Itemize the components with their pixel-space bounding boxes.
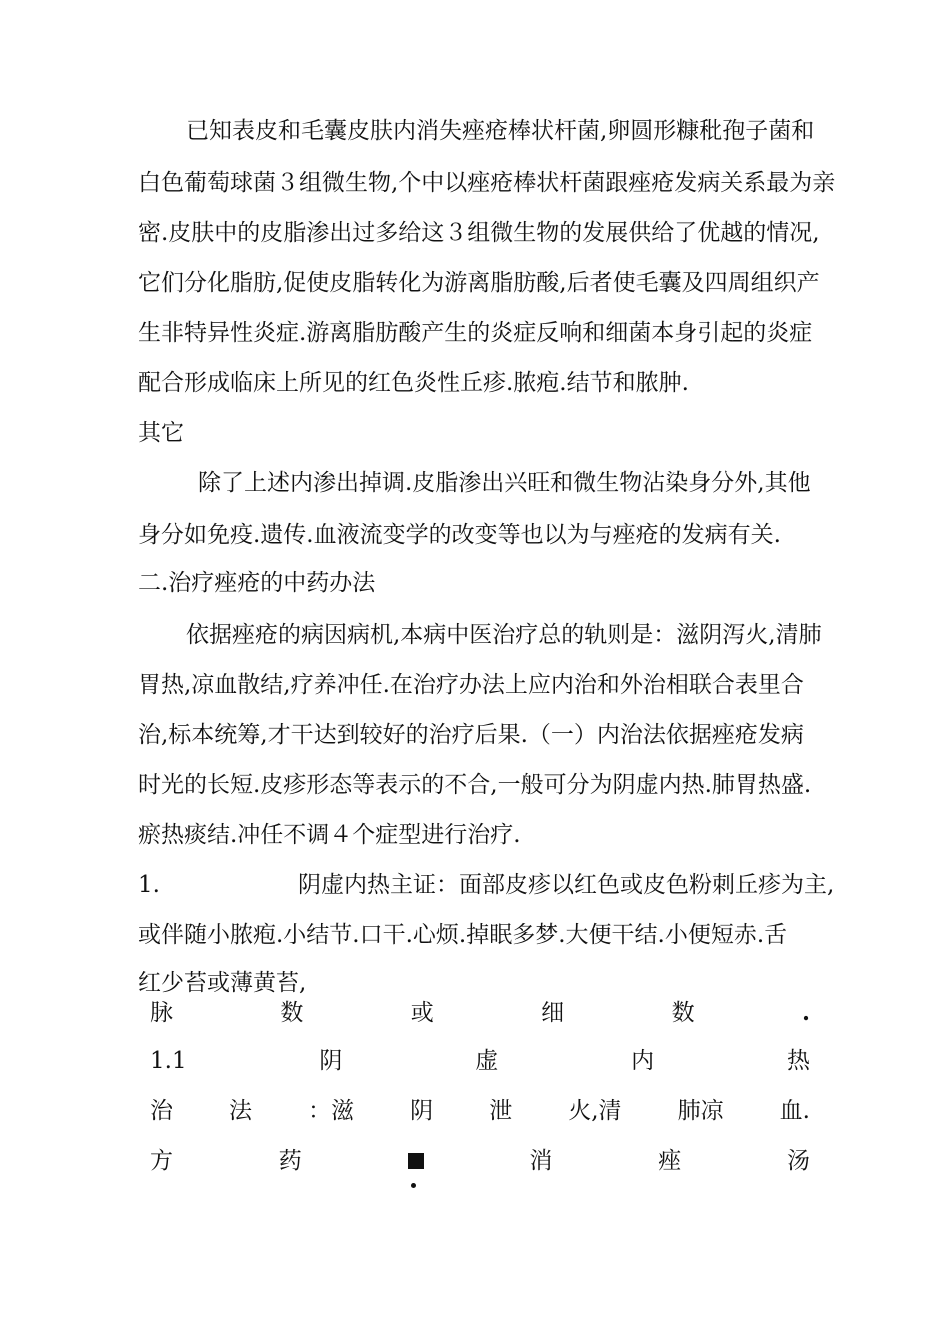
paragraph-line: 依据痤疮的病因病机,本病中医治疗总的轨则是：滋阴泻火,清肺 bbox=[186, 622, 822, 648]
paragraph-line: 白色葡萄球菌３组微生物,个中以痤疮棒状杆菌跟痤疮发病关系最为亲 bbox=[138, 170, 836, 196]
spread-char: 1.1 bbox=[150, 1048, 187, 1074]
spread-row bbox=[150, 998, 810, 1028]
spread-char: 虚 bbox=[475, 1048, 499, 1074]
spread-char: 细 bbox=[541, 1000, 565, 1026]
spread-char: . bbox=[801, 999, 810, 1026]
paragraph-line: 治,标本统筹,才干达到较好的治疗后果.（一）内治法依据痤疮发病 bbox=[138, 722, 804, 748]
paragraph-line: 密.皮肤中的皮脂渗出过多给这３组微生物的发展供给了优越的情况, bbox=[138, 220, 820, 246]
paragraph-line: 胃热,凉血散结,疗养冲任.在治疗办法上应内治和外治相联合表里合 bbox=[138, 672, 804, 698]
paragraph-line: 红少苔或薄黄苔, bbox=[138, 970, 307, 996]
spread-row bbox=[150, 1146, 810, 1176]
spread-row bbox=[150, 1046, 818, 1076]
black-square-icon bbox=[408, 1153, 424, 1169]
paragraph-line: 身分如免疫.遗传.血液流变学的改变等也以为与痤疮的发病有关. bbox=[138, 522, 781, 548]
spread-char: 内 bbox=[631, 1048, 655, 1074]
paragraph-line: 配合形成临床上所见的红色炎性丘疹.脓疱.结节和脓肿. bbox=[138, 370, 689, 396]
spread-char: 数 bbox=[280, 1000, 304, 1026]
spread-char: 泄 bbox=[489, 1098, 513, 1124]
spread-char: 或 bbox=[410, 1000, 434, 1026]
list-number: 1. bbox=[138, 872, 160, 898]
spread-char: 热 bbox=[786, 1048, 810, 1074]
paragraph-line: 它们分化脂肪,促使皮脂转化为游离脂肪酸,后者使毛囊及四周组织产 bbox=[138, 270, 820, 296]
paragraph-line: 生非特异性炎症.游离脂肪酸产生的炎症反响和细菌本身引起的炎症 bbox=[138, 320, 813, 346]
spread-char: 消 bbox=[529, 1148, 553, 1174]
spread-char: 血. bbox=[779, 1098, 810, 1124]
section-heading-other: 其它 bbox=[138, 420, 184, 446]
paragraph-line: 阴虚内热主证：面部皮疹以红色或皮色粉刺丘疹为主, bbox=[298, 872, 835, 898]
spread-char: 脉 bbox=[150, 1000, 173, 1026]
spread-char: 数 bbox=[671, 1000, 695, 1026]
spread-char: 阴 bbox=[410, 1098, 434, 1124]
paragraph-line: 或伴随小脓疱.小结节.口干.心烦.掉眠多梦.大便干结.小便短赤.舌 bbox=[138, 922, 788, 948]
paragraph-line: 瘀热痰结.冲任不调４个症型进行治疗. bbox=[138, 822, 521, 848]
spread-char: 药 bbox=[278, 1148, 302, 1174]
spread-char: 法 bbox=[229, 1098, 253, 1124]
section-heading-treatment: 二.治疗痤疮的中药办法 bbox=[138, 570, 376, 596]
spread-row bbox=[150, 1096, 810, 1126]
spread-char: 痤 bbox=[658, 1148, 682, 1174]
paragraph-line: 除了上述内渗出掉调.皮脂渗出兴旺和微生物沾染身分外,其他 bbox=[198, 470, 811, 496]
paragraph-line: 时光的长短.皮疹形态等表示的不合,一般可分为阴虚内热.肺胃热盛. bbox=[138, 772, 812, 798]
spread-char: 方 bbox=[150, 1148, 173, 1174]
spread-char: 阴 bbox=[319, 1048, 343, 1074]
spread-char: 火,清 bbox=[568, 1098, 622, 1124]
spread-char: 肺凉 bbox=[677, 1098, 724, 1124]
spread-char: 汤 bbox=[786, 1148, 810, 1174]
spread-char: 治 bbox=[150, 1098, 173, 1124]
spread-char: ：滋 bbox=[308, 1098, 355, 1124]
paragraph-line: 已知表皮和毛囊皮肤内消失痤疮棒状杆菌,卵圆形糠秕孢子菌和 bbox=[186, 118, 815, 144]
